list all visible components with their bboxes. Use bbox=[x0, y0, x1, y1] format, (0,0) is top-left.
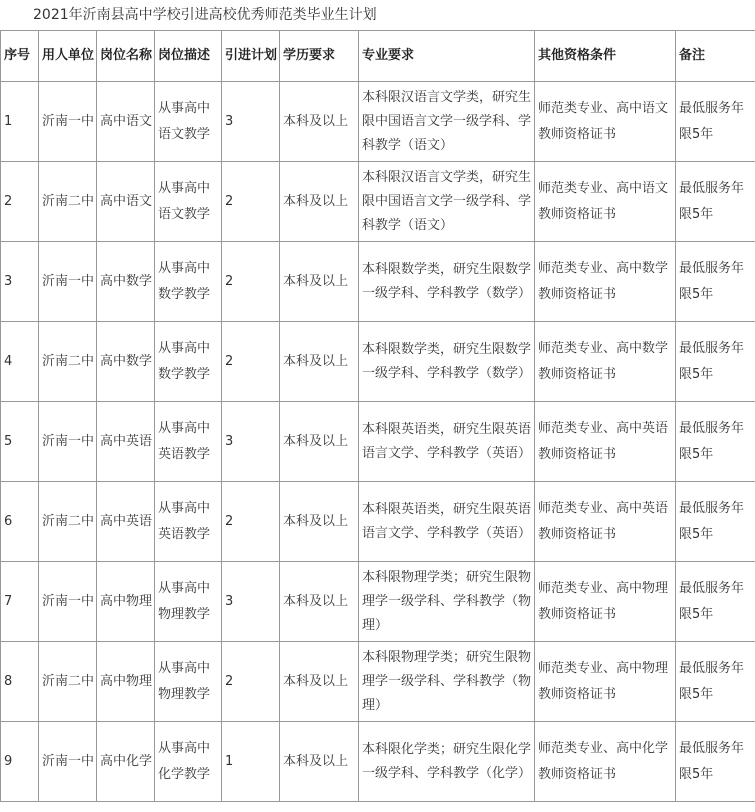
cell-note: 最低服务年限5年 bbox=[676, 722, 755, 802]
cell-post: 高中语文 bbox=[97, 82, 155, 162]
cell-desc: 从事高中语文教学 bbox=[155, 82, 222, 162]
cell-unit: 沂南二中 bbox=[39, 482, 97, 562]
cell-post: 高中英语 bbox=[97, 482, 155, 562]
cell-post: 高中数学 bbox=[97, 242, 155, 322]
cell-edu: 本科及以上 bbox=[280, 82, 359, 162]
cell-edu: 本科及以上 bbox=[280, 562, 359, 642]
cell-major: 本科限化学类；研究生限化学一级学科、学科教学（化学） bbox=[359, 722, 535, 802]
header-cell-desc: 岗位描述 bbox=[155, 31, 222, 82]
cell-desc: 从事高中英语教学 bbox=[155, 402, 222, 482]
table-body bbox=[1, 82, 755, 802]
cell-unit: 沂南一中 bbox=[39, 562, 97, 642]
cell-other: 师范类专业、高中数学教师资格证书 bbox=[535, 322, 676, 402]
cell-edu: 本科及以上 bbox=[280, 722, 359, 802]
cell-major: 本科限英语类，研究生限英语语言文学、学科教学（英语） bbox=[359, 482, 535, 562]
cell-note: 最低服务年限5年 bbox=[676, 482, 755, 562]
cell-post: 高中数学 bbox=[97, 322, 155, 402]
cell-plan: 3 bbox=[222, 402, 280, 482]
header-cell-major: 专业要求 bbox=[359, 31, 535, 82]
cell-note: 最低服务年限5年 bbox=[676, 402, 755, 482]
table-row bbox=[1, 642, 755, 722]
cell-other: 师范类专业、高中物理教师资格证书 bbox=[535, 562, 676, 642]
table-row bbox=[1, 402, 755, 482]
cell-plan: 3 bbox=[222, 562, 280, 642]
cell-major: 本科限汉语言文学类，研究生限中国语言文学一级学科、学科教学（语文） bbox=[359, 82, 535, 162]
cell-note: 最低服务年限5年 bbox=[676, 322, 755, 402]
cell-major: 本科限物理学类；研究生限物理学一级学科、学科教学（物理） bbox=[359, 642, 535, 722]
cell-unit: 沂南一中 bbox=[39, 82, 97, 162]
cell-no: 3 bbox=[1, 242, 39, 322]
cell-edu: 本科及以上 bbox=[280, 242, 359, 322]
table-row bbox=[1, 482, 755, 562]
header-cell-plan: 引进计划 bbox=[222, 31, 280, 82]
cell-major: 本科限汉语言文学类，研究生限中国语言文学一级学科、学科教学（语文） bbox=[359, 162, 535, 242]
cell-desc: 从事高中物理教学 bbox=[155, 562, 222, 642]
cell-other: 师范类专业、高中化学教师资格证书 bbox=[535, 722, 676, 802]
header-cell-edu: 学历要求 bbox=[280, 31, 359, 82]
cell-plan: 3 bbox=[222, 82, 280, 162]
table-row bbox=[1, 162, 755, 242]
cell-plan: 1 bbox=[222, 722, 280, 802]
cell-other: 师范类专业、高中语文教师资格证书 bbox=[535, 162, 676, 242]
cell-no: 7 bbox=[1, 562, 39, 642]
cell-plan: 2 bbox=[222, 322, 280, 402]
table-row bbox=[1, 562, 755, 642]
cell-no: 5 bbox=[1, 402, 39, 482]
header-cell-post: 岗位名称 bbox=[97, 31, 155, 82]
cell-plan: 2 bbox=[222, 242, 280, 322]
cell-plan: 2 bbox=[222, 162, 280, 242]
cell-desc: 从事高中英语教学 bbox=[155, 482, 222, 562]
cell-unit: 沂南一中 bbox=[39, 242, 97, 322]
cell-plan: 2 bbox=[222, 642, 280, 722]
header-cell-other: 其他资格条件 bbox=[535, 31, 676, 82]
cell-no: 4 bbox=[1, 322, 39, 402]
header-cell-note: 备注 bbox=[676, 31, 755, 82]
cell-note: 最低服务年限5年 bbox=[676, 562, 755, 642]
cell-desc: 从事高中化学教学 bbox=[155, 722, 222, 802]
cell-no: 8 bbox=[1, 642, 39, 722]
header-cell-no: 序号 bbox=[1, 31, 39, 82]
cell-other: 师范类专业、高中英语教师资格证书 bbox=[535, 402, 676, 482]
cell-post: 高中化学 bbox=[97, 722, 155, 802]
cell-major: 本科限数学类，研究生限数学一级学科、学科教学（数学） bbox=[359, 322, 535, 402]
cell-note: 最低服务年限5年 bbox=[676, 242, 755, 322]
table-row bbox=[1, 242, 755, 322]
cell-plan: 2 bbox=[222, 482, 280, 562]
cell-post: 高中语文 bbox=[97, 162, 155, 242]
cell-no: 6 bbox=[1, 482, 39, 562]
cell-edu: 本科及以上 bbox=[280, 162, 359, 242]
cell-post: 高中英语 bbox=[97, 402, 155, 482]
cell-desc: 从事高中物理教学 bbox=[155, 642, 222, 722]
cell-unit: 沂南二中 bbox=[39, 162, 97, 242]
cell-post: 高中物理 bbox=[97, 562, 155, 642]
cell-unit: 沂南二中 bbox=[39, 322, 97, 402]
cell-desc: 从事高中数学教学 bbox=[155, 322, 222, 402]
table-row bbox=[1, 722, 755, 802]
cell-note: 最低服务年限5年 bbox=[676, 162, 755, 242]
cell-edu: 本科及以上 bbox=[280, 642, 359, 722]
table-row bbox=[1, 322, 755, 402]
cell-desc: 从事高中数学教学 bbox=[155, 242, 222, 322]
cell-no: 1 bbox=[1, 82, 39, 162]
cell-note: 最低服务年限5年 bbox=[676, 642, 755, 722]
cell-major: 本科限英语类，研究生限英语语言文学、学科教学（英语） bbox=[359, 402, 535, 482]
header-cell-unit: 用人单位 bbox=[39, 31, 97, 82]
cell-other: 师范类专业、高中物理教师资格证书 bbox=[535, 642, 676, 722]
cell-no: 9 bbox=[1, 722, 39, 802]
cell-edu: 本科及以上 bbox=[280, 482, 359, 562]
cell-no: 2 bbox=[1, 162, 39, 242]
header-row bbox=[1, 31, 755, 82]
cell-edu: 本科及以上 bbox=[280, 322, 359, 402]
cell-note: 最低服务年限5年 bbox=[676, 82, 755, 162]
cell-unit: 沂南一中 bbox=[39, 722, 97, 802]
cell-post: 高中物理 bbox=[97, 642, 155, 722]
cell-other: 师范类专业、高中英语教师资格证书 bbox=[535, 482, 676, 562]
table-row bbox=[1, 82, 755, 162]
cell-major: 本科限物理学类；研究生限物理学一级学科、学科教学（物理） bbox=[359, 562, 535, 642]
cell-major: 本科限数学类，研究生限数学一级学科、学科教学（数学） bbox=[359, 242, 535, 322]
cell-other: 师范类专业、高中语文教师资格证书 bbox=[535, 82, 676, 162]
cell-unit: 沂南一中 bbox=[39, 402, 97, 482]
cell-desc: 从事高中语文教学 bbox=[155, 162, 222, 242]
cell-edu: 本科及以上 bbox=[280, 402, 359, 482]
cell-unit: 沂南二中 bbox=[39, 642, 97, 722]
table-caption: 2021年沂南县高中学校引进高校优秀师范类毕业生计划 bbox=[33, 7, 377, 23]
cell-other: 师范类专业、高中数学教师资格证书 bbox=[535, 242, 676, 322]
recruitment-plan-table bbox=[0, 30, 755, 802]
